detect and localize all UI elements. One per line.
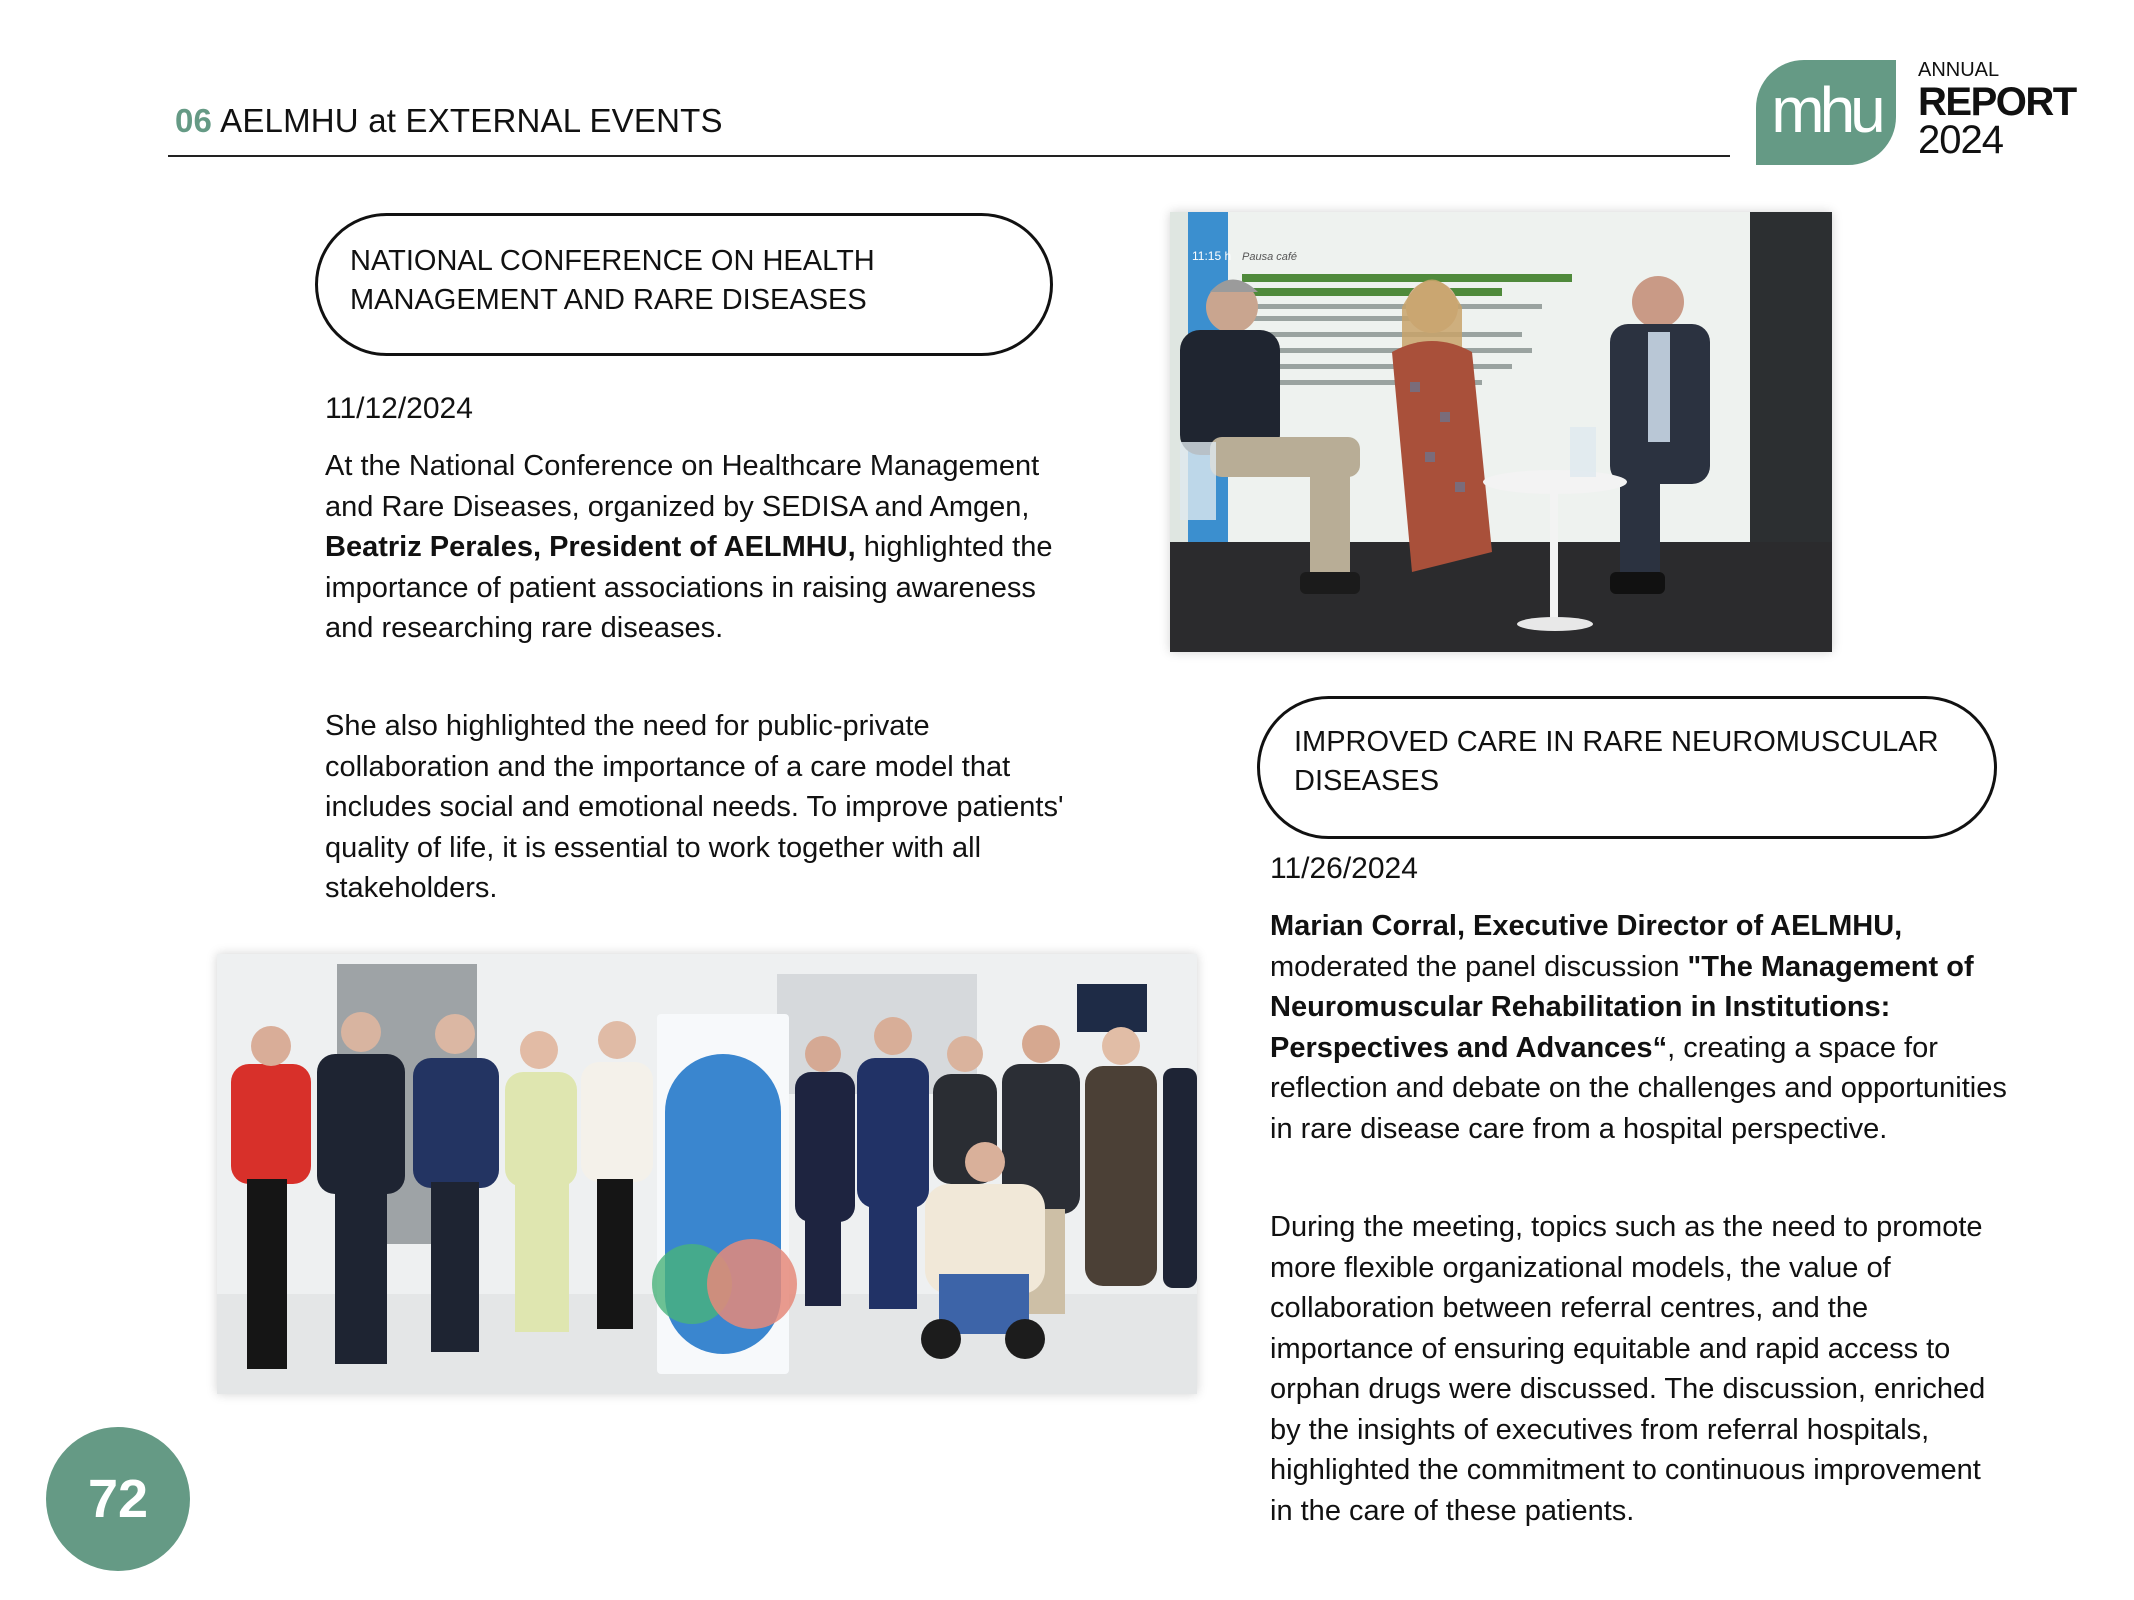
page-number-badge [46,1427,190,1571]
report-year-text: 2024 [1918,118,2003,162]
group-photo-illustration [217,954,1197,1394]
report-annual-text: ANNUAL [1918,59,2000,81]
event-title-pill-neuromuscular [1257,696,1997,839]
event-title-pill-national-conference [315,213,1053,356]
group-photo [217,954,1197,1394]
mhu-logo [1756,60,1896,165]
section-title [175,102,723,140]
section-title-text: AELMHU at EXTERNAL EVENTS [220,102,723,139]
paragraph-text: At the National Conference on Healthcare Management and Rare Diseases, organized by SEDISA and Amgen, [325,450,1040,523]
event-date: 11/26/2024 [1270,852,1418,885]
event-paragraph: During the meeting, topics such as the need to promote more flexible organizational models, the value of collaboration between referral centres, and the importance of ensuring equitable and rapid access to orphan drugs were discussed. The discussion, enriched by the insights of executives from referral hospitals, highlighted the commitment to continuous improvement in the care of these patients. [1270,1211,1986,1527]
paragraph-text: , creating a space for reflection and debate on the challenges and opportunities in rare disease care from a hospital perspective. [1270,1031,2007,1145]
panel-discussion-photo [1170,212,1832,652]
header-divider [168,155,1730,157]
section-number: 06 [175,102,213,139]
slide-break: Pausa café [1242,251,1298,263]
page-number: 72 [87,1469,149,1529]
event-date: 11/12/2024 [325,392,473,425]
annual-report-label [1918,60,2076,160]
paragraph-text: highlighted the importance of patient associations in raising awareness and researching rare diseases. [325,531,1053,644]
panel-discussion-illustration [1170,212,1832,652]
event-title: NATIONAL CONFERENCE ON HEALTH MANAGEMENT AND RARE DISEASES [350,245,875,316]
paragraph-bold-quote: "The Management of Neuromuscular Rehabilitation in Institutions: Perspectives and Advances“ [1270,950,1974,1064]
event-paragraph [1270,906,2010,1149]
paragraph-text: moderated the panel discussion [1270,950,1688,983]
report-report-text: REPORT [1918,80,2076,124]
logo-text: mhu [1771,73,1881,146]
slide-time: 11:15 h [1192,249,1232,263]
paragraph-bold-text: Marian Corral, Executive Director of AELMHU, [1270,910,1903,942]
event-paragraph: She also highlighted the need for public-private collaboration and the importance of a care model that includes social and emotional needs. To improve patients' quality of life, it is essential to work together with all stakeholders. [325,710,1064,904]
event-paragraph [325,446,1065,649]
paragraph-bold-text: Beatriz Perales, President of AELMHU, [325,531,856,563]
event-title: IMPROVED CARE IN RARE NEUROMUSCULAR DISEASES [1294,726,1939,797]
